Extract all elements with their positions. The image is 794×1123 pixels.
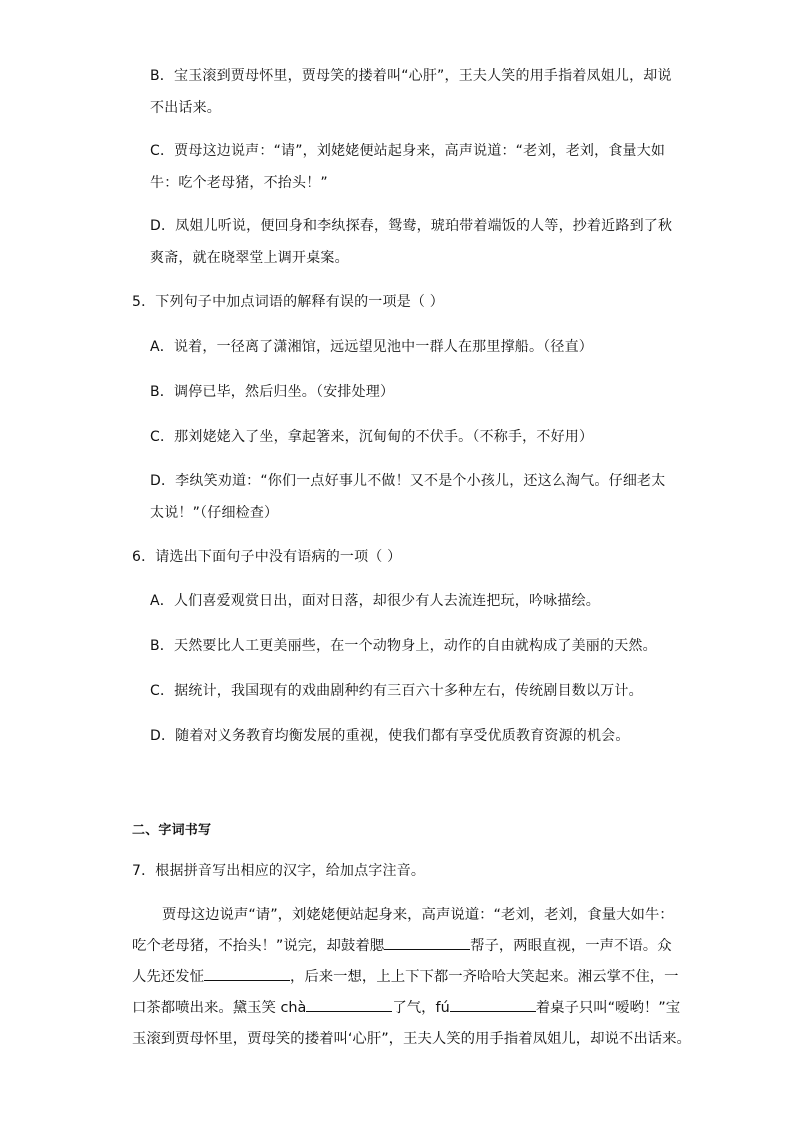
q6-option-c: C．据统计，我国现有的戏曲剧种约有三百六十多种左右，传统剧目数以万计。: [150, 683, 643, 699]
q5-stem: 5．下列句子中加点词语的解释有误的一项是（ ）: [132, 294, 444, 310]
q6-option-d: D．随着对义务教育均衡发展的重视，使我们都有享受优质教育资源的机会。: [150, 728, 630, 744]
section-2-heading: 二、字词书写: [132, 823, 212, 838]
q4-option-d-line2: 爽斋，就在晓翠堂上调开桌案。: [150, 250, 349, 266]
answer-blank-2[interactable]: [204, 966, 290, 981]
q4-option-c-line2: 牛：吃个老母猪，不抬头！”: [150, 175, 328, 191]
answer-blank-1[interactable]: [384, 935, 470, 950]
q5-option-d-line2: 太说！”（仔细检查）: [150, 505, 279, 521]
q7-passage-line4: [132, 993, 681, 1024]
q7-stem: 7．根据拼音写出相应的汉字，给加点字注音。: [132, 863, 426, 879]
q7-text: 口茶都喷出来。黛玉笑 chà: [132, 1000, 307, 1016]
q5-option-c: C．那刘姥姥入了坐，拿起箸来，沉甸甸的不伏手。（不称手，不好用）: [150, 429, 594, 445]
q7-text: 帮子，两眼直视，一声不语。众: [470, 938, 672, 954]
q7-text: 玉滚到贾母怀里，贾母笑的搂着叫‘心肝”，王夫人笑的用手指着凤姐儿，却说不出话来。: [132, 1031, 691, 1047]
q4-option-b-line1: B．宝玉滚到贾母怀里，贾母笑的搂着叫“心肝”，王夫人笑的用手指着凤姐儿，却说: [150, 68, 672, 84]
q7-text: 了气，fú: [392, 1000, 450, 1016]
q5-option-d-line1: D．李纨笑劝道：“你们一点好事儿不做！又不是个小孩儿，还这么淘气。仔细老太: [150, 473, 666, 489]
q7-text: 吃个老母猪，不抬头！”说完，却鼓着腮: [132, 938, 385, 954]
answer-blank-4[interactable]: [450, 997, 536, 1012]
q4-option-c-line1: C．贾母这边说声：“请”，刘姥姥便站起身来，高声说道：“老刘，老刘，食量大如: [150, 143, 666, 159]
q7-passage-line3: [132, 962, 679, 993]
q7-passage: [132, 900, 691, 1055]
q4-option-b-line2: 不出话来。: [150, 100, 221, 116]
q7-text: 人先还发怔: [132, 969, 204, 985]
q6-option-b: B．天然要比人工更美丽些，在一个动物身上，动作的自由就构成了美丽的天然。: [150, 638, 657, 654]
q7-passage-line2: [132, 931, 672, 962]
q7-text: 贾母这边说声“请”，刘姥姥便站起身来，高声说道：“老刘，老刘，食量大如牛：: [162, 907, 674, 923]
q5-option-a: A．说着，一径离了潇湘馆，远远望见池中一群人在那里撑船。（径直）: [150, 339, 593, 355]
q6-option-a: A．人们喜爱观赏日出，面对日落，却很少有人去流连把玩，吟咏描绘。: [150, 593, 600, 609]
answer-blank-3[interactable]: [306, 997, 392, 1012]
q5-option-b: B．调停已毕，然后归坐。（安排处理）: [150, 384, 395, 400]
q7-passage-line5: [132, 1024, 691, 1055]
q7-text: ，后来一想，上上下下都一齐哈哈大笑起来。湘云掌不住，一: [289, 969, 679, 985]
q6-stem: 6．请选出下面句子中没有语病的一项（ ）: [132, 549, 402, 565]
q4-option-d-line1: D．凤姐儿听说，便回身和李纨探春，鸳鸯，琥珀带着端饭的人等，抄着近路到了秋: [150, 218, 673, 234]
q7-passage-line1: [132, 900, 672, 931]
q7-text: 着桌子只叫“嗳哟！”宝: [535, 1000, 681, 1016]
